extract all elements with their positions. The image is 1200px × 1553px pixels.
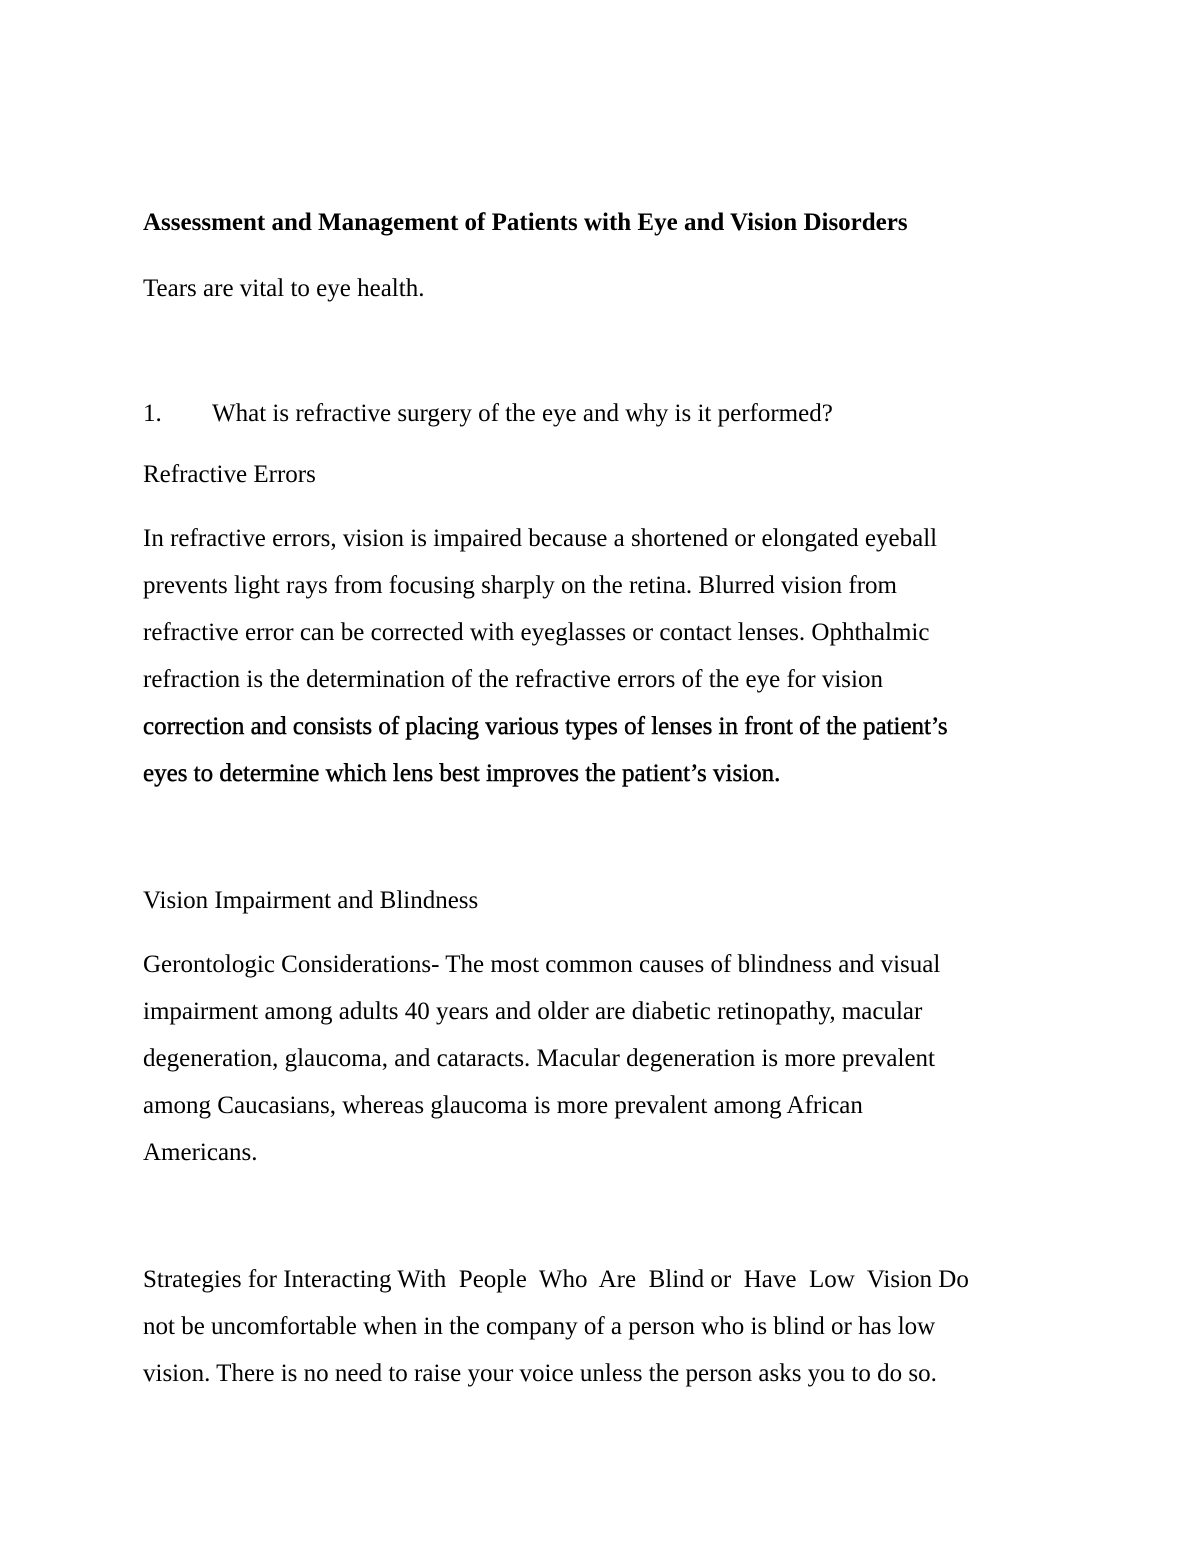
paragraph-line: Gerontologic Considerations- The most common causes of blindness and visual xyxy=(143,951,941,978)
paragraph-line: refractive error can be corrected with eyeglasses or contact lenses. Ophthalmic xyxy=(143,619,930,646)
document-title: Assessment and Management of Patients with Eye and Vision Disorders xyxy=(143,209,908,236)
paragraph-line: impairment among adults 40 years and older are diabetic retinopathy, macular xyxy=(143,998,923,1025)
vision-impairment-heading: Vision Impairment and Blindness xyxy=(143,887,479,914)
paragraph-line: refraction is the determination of the refractive errors of the eye for vision xyxy=(143,666,883,693)
paragraph-line: In refractive errors, vision is impaired because a shortened or elongated eyeball xyxy=(143,525,938,552)
refractive-errors-heading: Refractive Errors xyxy=(143,461,316,488)
paragraph-line: prevents light rays from focusing sharply on the retina. Blurred vision from xyxy=(143,572,898,599)
paragraph-line: degeneration, glaucoma, and cataracts. Macular degeneration is more prevalent xyxy=(143,1045,935,1072)
question-text: What is refractive surgery of the eye and why is it performed? xyxy=(212,400,833,427)
paragraph-line: vision. There is no need to raise your voice unless the person asks you to do so. xyxy=(143,1360,937,1387)
paragraph-line: not be uncomfortable when in the company of a person who is blind or has low xyxy=(143,1313,936,1340)
intro-text: Tears are vital to eye health. xyxy=(143,275,425,302)
paragraph-line: Americans. xyxy=(143,1139,258,1166)
paragraph-line: eyes to determine which lens best improves the patient’s vision. xyxy=(143,760,781,787)
paragraph-line: correction and consists of placing various types of lenses in front of the patient’s xyxy=(143,713,948,740)
paragraph-line: among Caucasians, whereas glaucoma is more prevalent among African xyxy=(143,1092,863,1119)
paragraph-line: Strategies for Interacting With People Who Are Blind or Have Low Vision Do xyxy=(143,1266,969,1293)
question-number: 1. xyxy=(143,400,162,427)
